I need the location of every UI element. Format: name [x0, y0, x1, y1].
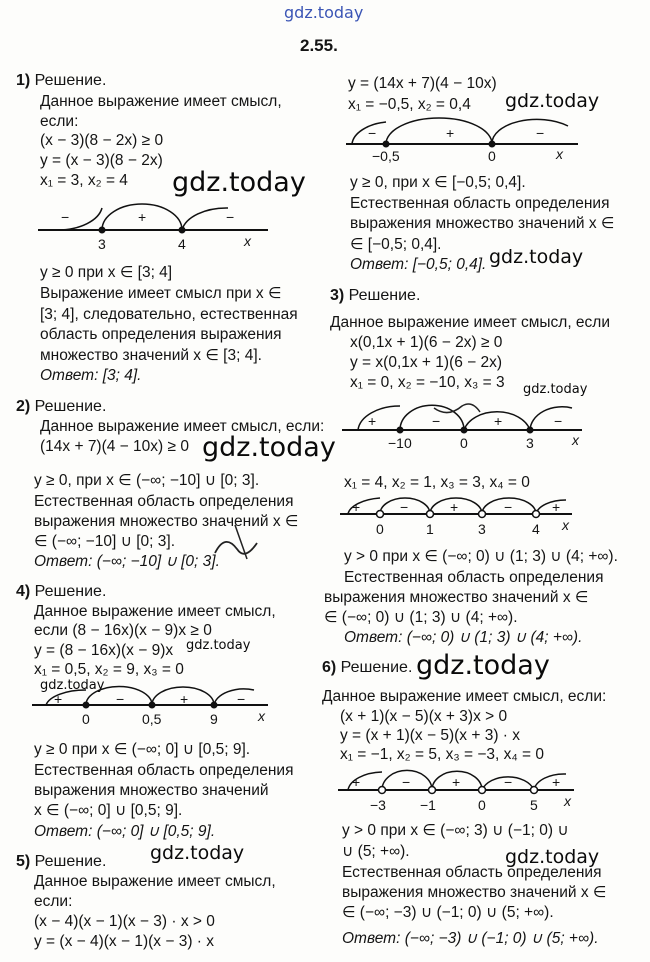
- page-title: 2.55.: [300, 36, 338, 55]
- sign-label: −: [504, 499, 513, 515]
- tick-label: 4: [532, 521, 540, 537]
- p1-after: множество значений x ∈ [3; 4].: [40, 347, 262, 364]
- p1-answer: Ответ: [3; 4].: [40, 367, 142, 384]
- watermark: gdz.today: [416, 650, 550, 681]
- p5r-after: выражения множество значений x ∈: [324, 589, 589, 606]
- tick-label: 3: [98, 236, 106, 252]
- sign-label: −: [368, 125, 377, 141]
- p4-line: y = (8 − 16x)(x − 9)x: [34, 642, 174, 659]
- p5r-after: ∈ (−∞; 0) ∪ (1; 3) ∪ (4; +∞).: [324, 609, 518, 626]
- tick-label: 0: [460, 435, 468, 451]
- sign-label: −: [504, 774, 513, 790]
- heading-number: 3): [330, 287, 349, 304]
- watermark-top: gdz.today: [284, 3, 364, 22]
- heading-text: Решение.: [34, 72, 107, 89]
- tick-label: 3: [478, 521, 486, 537]
- sign-label: −: [554, 413, 563, 429]
- p5-line: (x − 4)(x − 1)(x − 3) · x > 0: [34, 913, 215, 930]
- p1-after: [3; 4], следовательно, естественная: [40, 306, 298, 323]
- sign-label: −: [432, 413, 441, 429]
- watermark: gdz.today: [172, 167, 306, 198]
- p1-heading: [16, 72, 106, 90]
- heading-number: 5): [16, 853, 35, 870]
- sign-label: −: [61, 209, 70, 225]
- p2-after: Естественная область определения: [34, 493, 294, 510]
- tick-label: 5: [530, 797, 538, 813]
- p1-line: y = (x − 3)(8 − 2x): [40, 152, 163, 169]
- p6-line: x₁ = −1, x₂ = 5, x₃ = −3, x₄ = 0: [340, 746, 544, 763]
- tick-label: 0: [376, 521, 384, 537]
- tick-label: −10: [388, 435, 412, 451]
- axis-var: x: [564, 793, 571, 809]
- sign-label: +: [494, 413, 503, 429]
- p2r-after: y ≥ 0, при x ∈ [−0,5; 0,4].: [350, 174, 526, 191]
- p2r-number-line: [346, 114, 606, 166]
- p6-after: ∪ (5; +∞).: [342, 843, 410, 860]
- p5r-after: y > 0 при x ∈ (−∞; 0) ∪ (1; 3) ∪ (4; +∞).: [344, 548, 618, 565]
- sign-label: +: [352, 774, 361, 790]
- sign-label: +: [450, 499, 459, 515]
- p2-heading: [16, 398, 106, 416]
- sign-label: −: [400, 499, 409, 515]
- tick-label: −0,5: [372, 148, 400, 164]
- axis-var: x: [572, 432, 579, 448]
- p5r-roots: x₁ = 4, x₂ = 1, x₃ = 3, x₄ = 0: [344, 474, 530, 491]
- p2-after: ∈ (−∞; −10] ∪ [0; 3].: [34, 533, 176, 550]
- p4-number-line: [32, 688, 292, 738]
- tick-label: −1: [420, 797, 436, 813]
- watermark: gdz.today: [150, 842, 245, 864]
- p4-after: y ≥ 0 при x ∈ (−∞; 0] ∪ [0,5; 9].: [34, 741, 251, 758]
- sign-label: −: [536, 125, 545, 141]
- p4-line: x₁ = 0,5, x₂ = 9, x₃ = 0: [34, 661, 184, 678]
- p6-number-line: [338, 768, 598, 820]
- p1-line: если:: [40, 113, 79, 130]
- p3-line: Данное выражение имеет смысл, если: [330, 314, 611, 331]
- sign-label: +: [180, 691, 189, 707]
- watermark: gdz.today: [40, 678, 105, 693]
- p2-after: выражения множество значений x ∈: [34, 513, 299, 530]
- watermark: gdz.today: [202, 432, 336, 463]
- tick-label: 0: [82, 711, 90, 727]
- sign-label: −: [116, 691, 125, 707]
- tick-label: 9: [210, 711, 218, 727]
- p6-answer: Ответ: (−∞; −3) ∪ (−1; 0) ∪ (5; +∞).: [342, 930, 599, 947]
- p2r-line: x₁ = −0,5, x₂ = 0,4: [348, 96, 471, 113]
- axis-var: x: [258, 708, 265, 724]
- p5-line: Данное выражение имеет смысл,: [34, 873, 276, 890]
- sign-label: +: [552, 774, 561, 790]
- p3-line: x(0,1x + 1)(6 − 2x) ≥ 0: [350, 334, 503, 351]
- p1-after: область определения выражения: [40, 326, 282, 343]
- p1-line: x₁ = 3, x₂ = 4: [40, 172, 128, 189]
- p5-heading: [16, 853, 106, 871]
- p3-line: x₁ = 0, x₂ = −10, x₃ = 3: [350, 374, 505, 391]
- tick-label: 0: [478, 797, 486, 813]
- p6-line: Данное выражение имеет смысл, если:: [322, 688, 607, 705]
- p6-after: выражения множество значений x ∈: [342, 884, 607, 901]
- tick-label: −3: [370, 797, 386, 813]
- sign-label: +: [54, 691, 63, 707]
- p5r-answer: Ответ: (−∞; 0) ∪ (1; 3) ∪ (4; +∞).: [344, 629, 583, 646]
- p2r-after: Естественная область определения: [350, 195, 610, 212]
- p6-after: y > 0 при x ∈ (−∞; 3) ∪ (−1; 0) ∪: [342, 822, 569, 839]
- sign-label: +: [552, 499, 561, 515]
- watermark: gdz.today: [523, 382, 588, 397]
- sign-label: −: [402, 774, 411, 790]
- sign-label: +: [368, 413, 377, 429]
- p3-number-line: [342, 400, 612, 452]
- tick-label: 4: [178, 236, 186, 252]
- p3-line: y = x(0,1x + 1)(6 − 2x): [350, 354, 503, 371]
- heading-text: Решение.: [348, 287, 421, 304]
- scribble: [205, 515, 265, 575]
- p5-line: если:: [34, 893, 73, 910]
- heading-text: Решение.: [34, 583, 107, 600]
- p4-answer: Ответ: (−∞; 0] ∪ [0,5; 9].: [34, 823, 216, 840]
- axis-var: x: [556, 146, 563, 162]
- tick-label: 0,5: [142, 711, 162, 727]
- sign-label: +: [138, 209, 147, 225]
- axis-var: x: [562, 517, 569, 533]
- heading-number: 6): [322, 659, 341, 676]
- p6-line: (x + 1)(x − 5)(x + 3)x > 0: [340, 708, 508, 725]
- p2r-answer: Ответ: [−0,5; 0,4].: [350, 256, 487, 273]
- sign-label: +: [352, 499, 361, 515]
- sign-label: +: [446, 125, 455, 141]
- p4-heading: [16, 583, 106, 601]
- p2r-line: y = (14x + 7)(4 − 10x): [348, 75, 497, 92]
- scribble: [434, 404, 480, 413]
- watermark: gdz.today: [186, 638, 251, 653]
- p5r-after: Естественная область определения: [344, 569, 604, 586]
- watermark: gdz.today: [505, 846, 600, 868]
- p1-number-line: [38, 196, 298, 256]
- p6-line: y = (x + 1)(x − 5)(x + 3) · x: [340, 727, 521, 744]
- p4-after: выражения множество значений: [34, 782, 269, 799]
- heading-text: Решение.: [34, 398, 107, 415]
- p1-line: Данное выражение имеет смысл,: [40, 93, 282, 110]
- sign-label: +: [452, 774, 461, 790]
- p5-line: y = (x − 4)(x − 1)(x − 3) · x: [34, 933, 215, 950]
- heading-number: 1): [16, 72, 35, 89]
- p2r-after: ∈ [−0,5; 0,4].: [350, 236, 442, 253]
- p2-after: y ≥ 0, при x ∈ (−∞; −10] ∪ [0; 3].: [34, 472, 260, 489]
- p6-after: Естественная область определения: [342, 864, 602, 881]
- heading-number: 4): [16, 583, 35, 600]
- p4-after: Естественная область определения: [34, 762, 294, 779]
- tick-label: 1: [426, 521, 434, 537]
- p2-line: Данное выражение имеет смысл, если:: [40, 418, 325, 435]
- sign-label: −: [226, 209, 235, 225]
- tick-label: 3: [526, 435, 534, 451]
- heading-text: Решение.: [34, 853, 107, 870]
- tick-label: 0: [488, 148, 496, 164]
- p1-after: y ≥ 0 при x ∈ [3; 4]: [40, 264, 173, 281]
- p2-answer: Ответ: (−∞; −10] ∪ [0; 3].: [34, 553, 220, 570]
- p1-line: (x − 3)(8 − 2x) ≥ 0: [40, 132, 164, 149]
- p4-line: если (8 − 16x)(x − 9)x ≥ 0: [34, 622, 212, 639]
- p5r-number-line: [340, 496, 600, 542]
- p2r-after: выражения множество значений x ∈: [350, 215, 615, 232]
- p6-heading: [322, 659, 412, 677]
- watermark: gdz.today: [489, 246, 584, 268]
- p6-after: ∈ (−∞; −3) ∪ (−1; 0) ∪ (5; +∞).: [342, 904, 554, 921]
- sign-label: −: [237, 691, 246, 707]
- watermark: gdz.today: [505, 90, 600, 112]
- p4-after: x ∈ (−∞; 0] ∪ [0,5; 9].: [34, 802, 183, 819]
- heading-text: Решение.: [340, 659, 413, 676]
- p4-line: Данное выражение имеет смысл,: [34, 603, 276, 620]
- p3-heading: [330, 287, 420, 305]
- axis-var: x: [244, 233, 251, 249]
- heading-number: 2): [16, 398, 35, 415]
- p1-after: Выражение имеет смысл при x ∈: [40, 285, 282, 302]
- p2-line: (14x + 7)(4 − 10x) ≥ 0: [40, 438, 189, 455]
